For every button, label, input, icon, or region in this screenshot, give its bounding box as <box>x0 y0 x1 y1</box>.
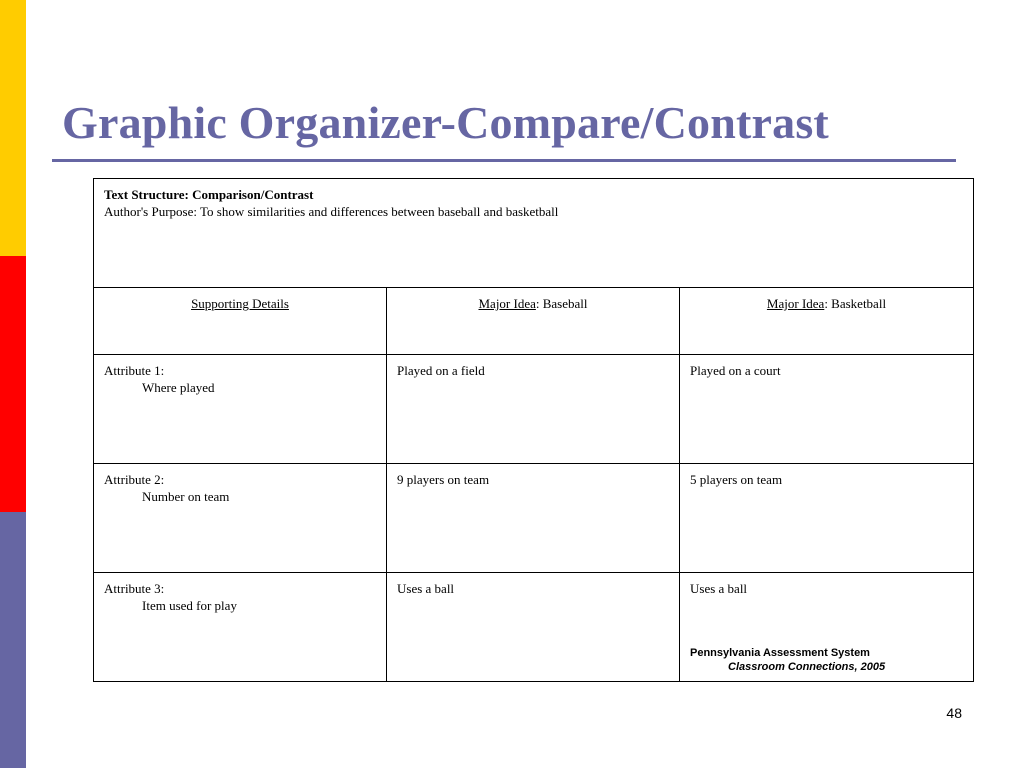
attribute-detail: Where played <box>142 380 215 395</box>
basketball-value: Uses a ball <box>690 581 748 596</box>
slide-title: Graphic Organizer-Compare/Contrast <box>62 97 829 148</box>
baseball-cell: Played on a field <box>387 355 680 464</box>
side-bar-red <box>0 256 26 512</box>
basketball-topic: : Basketball <box>824 296 887 311</box>
column-header-supporting <box>94 288 387 355</box>
source-credit <box>690 646 885 674</box>
table-row <box>94 573 974 682</box>
side-bar-blue <box>0 512 26 768</box>
page-number: 48 <box>946 705 962 721</box>
attribute-cell <box>94 573 387 682</box>
major-idea-label: Major Idea <box>766 296 825 311</box>
basketball-cell: 5 players on team <box>680 464 974 573</box>
table-row <box>94 464 974 573</box>
column-header-basketball <box>680 288 974 355</box>
table-row <box>94 355 974 464</box>
credit-organization: Pennsylvania Assessment System <box>690 647 870 659</box>
text-structure: Text Structure: Comparison/Contrast <box>104 187 314 202</box>
graphic-organizer-table <box>93 178 974 682</box>
column-header-baseball <box>387 288 680 355</box>
attribute-detail: Item used for play <box>142 598 237 613</box>
major-idea-label: Major Idea <box>478 296 536 311</box>
authors-purpose: Author's Purpose: To show similarities and differences between baseball and basketball <box>104 204 559 219</box>
baseball-cell: 9 players on team <box>387 464 680 573</box>
side-bar-yellow <box>0 0 26 256</box>
attribute-cell <box>94 355 387 464</box>
basketball-cell: Played on a court <box>680 355 974 464</box>
header-row <box>94 179 974 288</box>
basketball-cell-content <box>690 580 963 673</box>
attribute-cell <box>94 464 387 573</box>
attribute-detail: Number on team <box>142 489 230 504</box>
baseball-cell: Uses a ball <box>387 573 680 682</box>
attribute-label: Attribute 3: <box>104 581 165 596</box>
title-underline <box>52 159 956 162</box>
attribute-label: Attribute 1: <box>104 363 165 378</box>
basketball-cell <box>680 573 974 682</box>
attribute-label: Attribute 2: <box>104 472 165 487</box>
baseball-topic: : Baseball <box>535 296 588 311</box>
credit-publication: Classroom Connections, 2005 <box>728 661 886 673</box>
supporting-details-label: Supporting Details <box>191 296 289 311</box>
header-cell <box>94 179 974 288</box>
column-header-row <box>94 288 974 355</box>
